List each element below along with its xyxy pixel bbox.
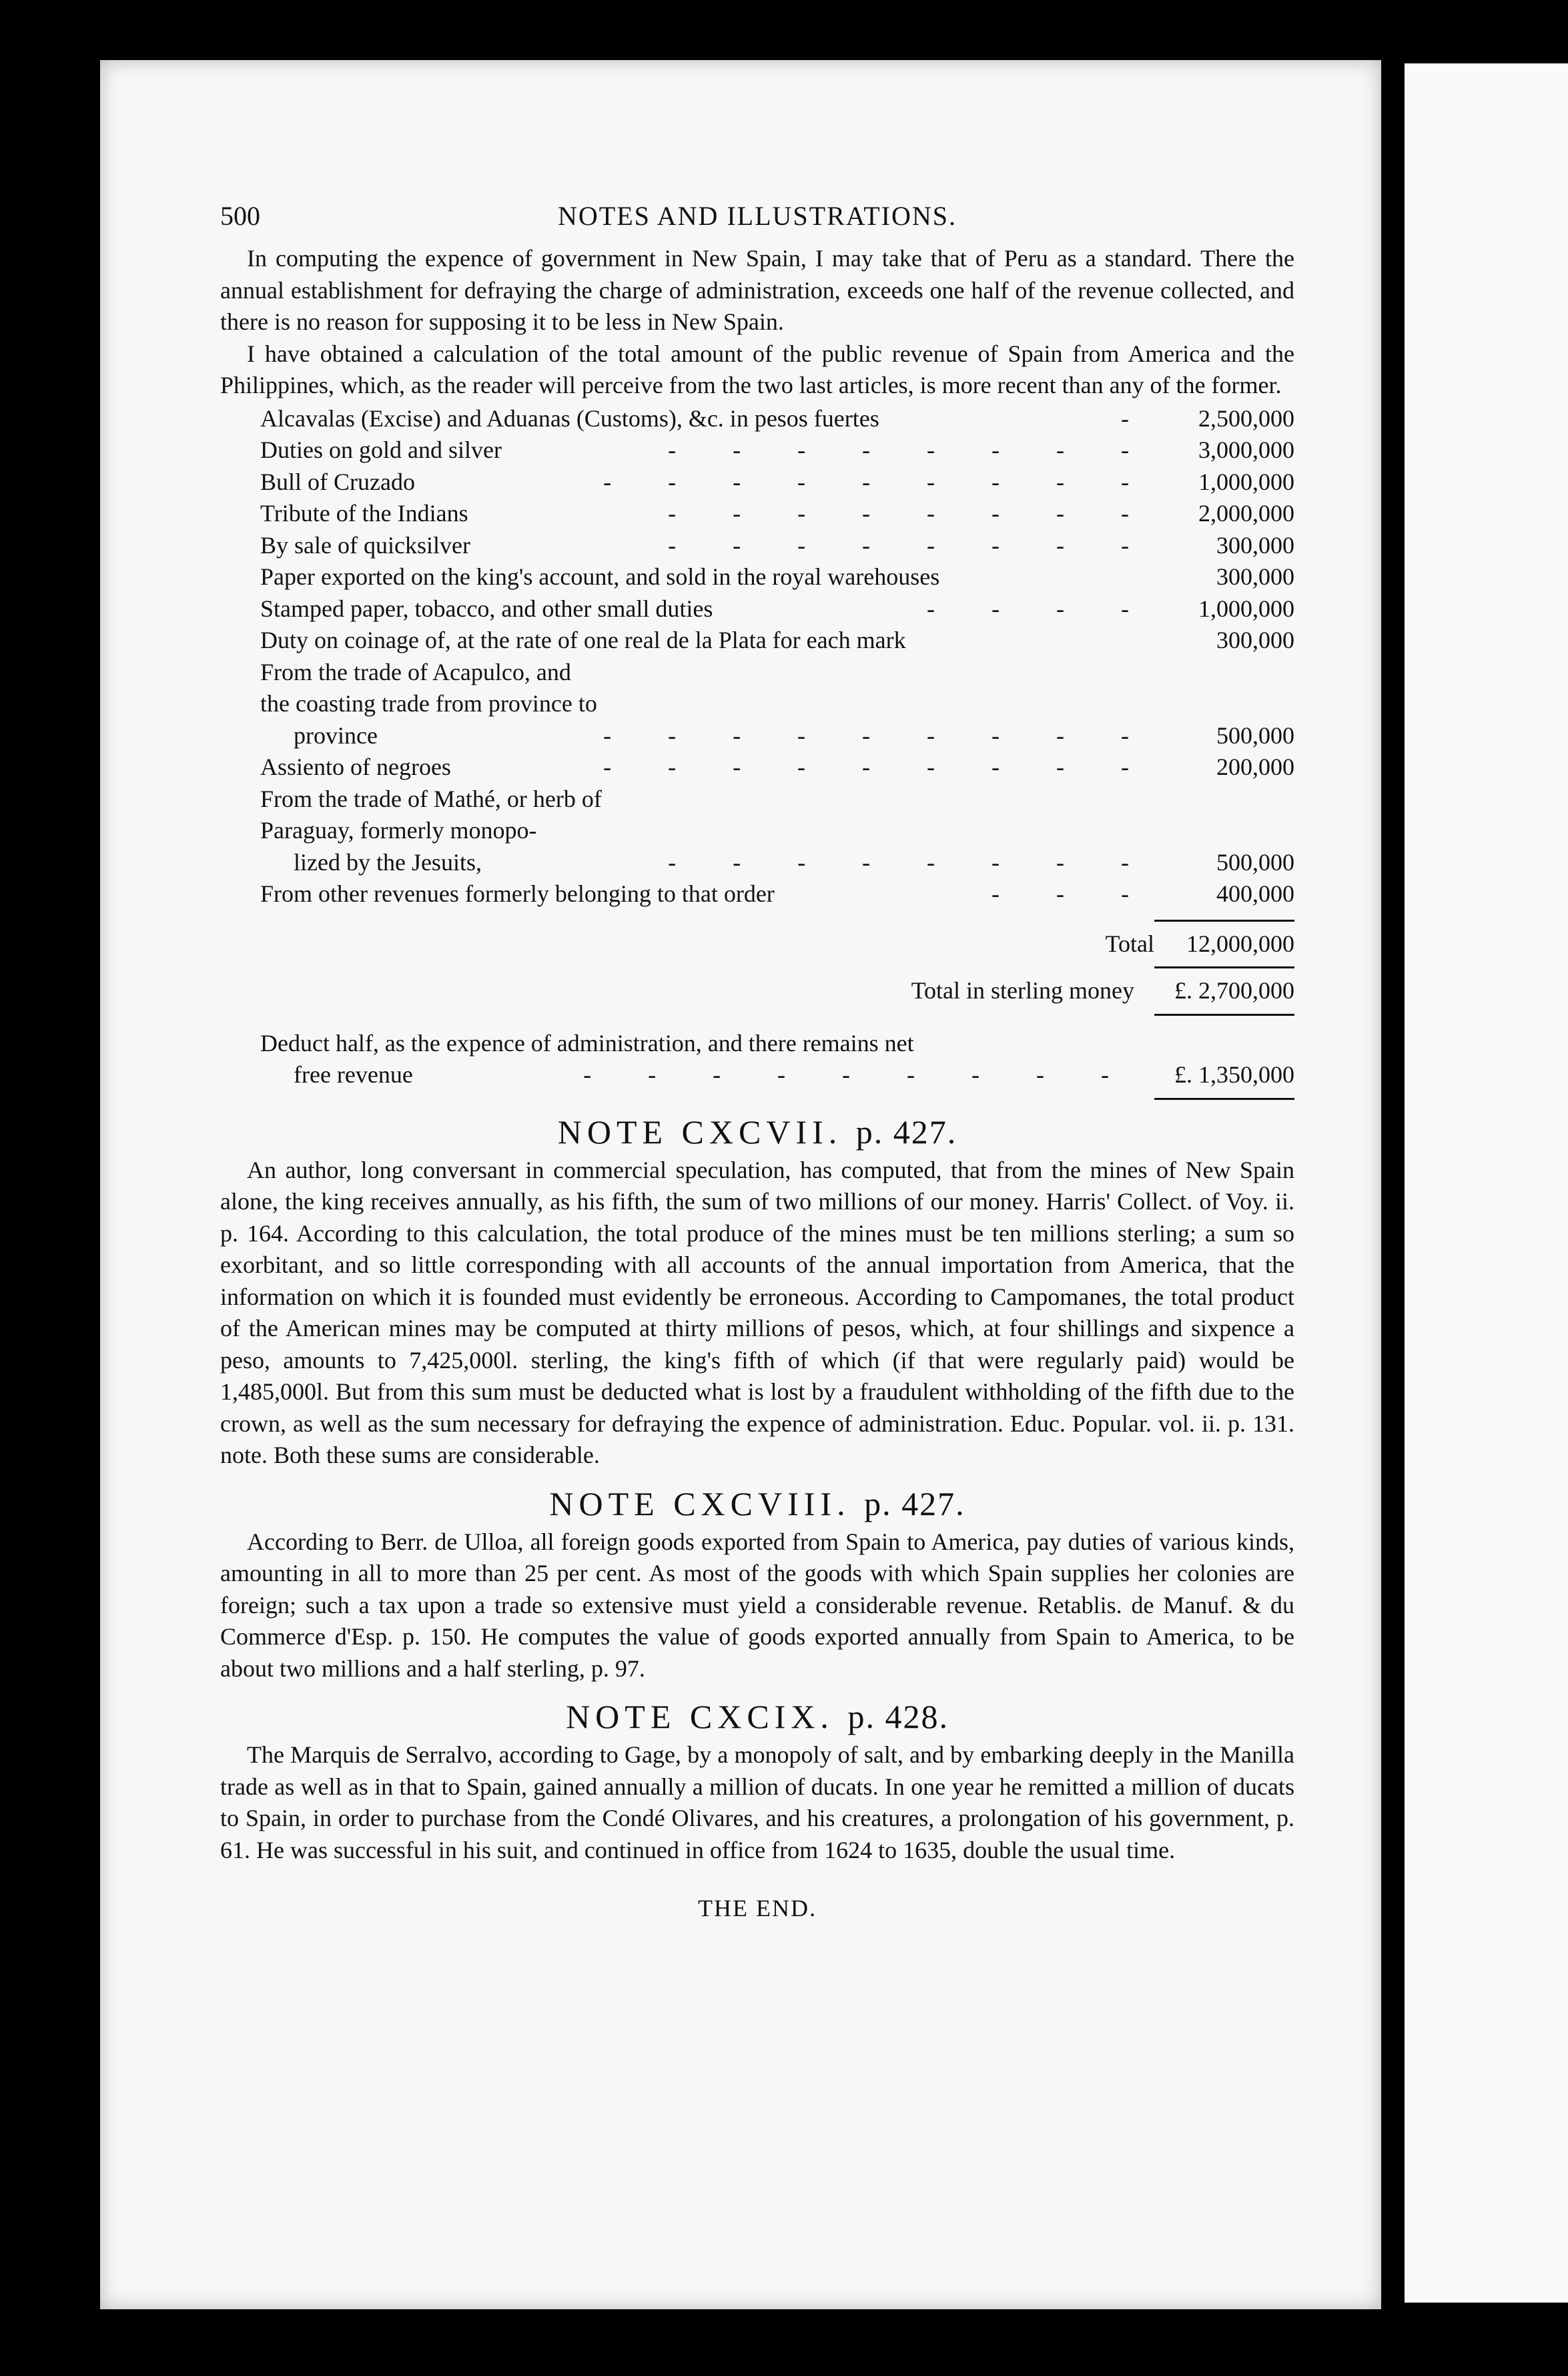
sterling-amount: £. 2,700,000 [1174, 977, 1294, 1004]
row-label: Duties on gold and silver [260, 436, 502, 463]
row-amount: 1,000,000 [1198, 468, 1294, 495]
page-content [220, 200, 1294, 1925]
row-label: Duty on coinage of, at the rate of one real de la Plata for each mark [260, 627, 906, 653]
sum-rule [1154, 966, 1294, 968]
sum-rule [1154, 1098, 1294, 1100]
note-text: According to Berr. de Ulloa, all foreign goods exported from Spain to America, pay duties of various kinds, amounting in all to more than 25 per cent. As most of the goods with which Spain supplies her colonies are foreign; such a tax upon a trade so extensive must yield a considerable revenue. Retablis. de Manuf. & du Commerce d'Esp. p. 150. He computes the value of goods exported annually from Spain to America, to be about two millions and a half sterling, p. 97. [220, 1528, 1294, 1682]
sterling-row [260, 975, 1294, 1007]
row-amount: 300,000 [1216, 627, 1294, 653]
row-leaders: - - - - - - - - [668, 848, 1154, 876]
table-row [260, 561, 1294, 593]
row-amount: 400,000 [1216, 880, 1294, 907]
note-page-ref: p. 427. [864, 1484, 965, 1522]
table-row [260, 498, 1294, 530]
deduct-row [260, 1028, 1294, 1100]
row-label: From the trade of Acapulco, and the coasting trade from province to [260, 658, 597, 717]
row-label-continuation: lized by the Jesuits, [294, 848, 482, 876]
row-label: From other revenues formerly belonging to that order [260, 880, 775, 907]
table-row [260, 434, 1294, 467]
sterling-label: Total in sterling money [911, 977, 1134, 1004]
row-leaders: - - - - - - - - - [603, 754, 1154, 780]
row-leaders: - - - - - - - - [668, 500, 1154, 527]
note-heading [220, 1697, 1294, 1737]
row-amount: 3,000,000 [1198, 436, 1294, 463]
row-amount: 1,000,000 [1198, 595, 1294, 622]
row-label: Assiento of negroes [260, 754, 451, 780]
row-label: Paper exported on the king's account, and sold in the royal warehouses [260, 563, 940, 590]
table-row [260, 593, 1294, 625]
total-label: Total [1105, 930, 1154, 957]
note-title: NOTE CXCIX. [566, 1698, 834, 1735]
table-row [260, 784, 1294, 879]
row-leaders: - - - - - - - - - [603, 468, 1154, 495]
row-amount: 300,000 [1216, 531, 1294, 559]
row-amount: 2,500,000 [1198, 404, 1294, 432]
note-text: The Marquis de Serralvo, according to Gage, by a monopoly of salt, and by embarking deeply in the Manilla trade as well as in that to Spain, gained annually a million of ducats. In one year he remitted a million of ducats to Spain, in order to purchase from the Condé Olivares, and his creatures, a prolongation of his government, p. 61. He was successful in his suit, and continued in office from 1624 to 1635, double the usual time. [220, 1741, 1294, 1863]
running-head [220, 200, 1294, 240]
page-number: 500 [220, 201, 260, 231]
note-text: An author, long conversant in commercial speculation, has computed, that from the mines of New Spain alone, the king receives annually, as his fifth, the sum of two millions of our money. Harris' Collect. of Voy. ii. p. 164. According to this calculation, the total produce of the mines must be ten millions sterling; a sum so exorbitant, and so little corresponding with all accounts of the annual importation from America, that the information on which it is founded must evidently be erroneous. According to Campomanes, the total product of the American mines may be computed at thirty millions of pesos, which, at four shillings and sixpence a peso, amounts to 7,425,000l. sterling, the king's fifth of which (if that were regularly paid) would be 1,485,000l. But from this sum must be deducted what is lost by a fraudulent withholding of the fifth due to the crown, as well as the sum necessary for defraying the expence of administration. Educ. Popular. vol. ii. p. 131. note. Both these sums are considerable. [220, 1156, 1294, 1468]
row-label: From the trade of Mathé, or herb of Paraguay, formerly monopo- [260, 785, 602, 844]
intro-paragraph: I have obtained a calculation of the total amount of the public revenue of Spain from America and the Philippines, which, as the reader will perceive from the two last articles, is more recent than any of the former. [220, 340, 1294, 398]
facing-page-edge [1405, 63, 1568, 2303]
note-page-ref: p. 428. [847, 1698, 949, 1735]
row-leaders: - - - - - - - - [668, 531, 1154, 559]
row-label: By sale of quicksilver [260, 531, 470, 559]
row-leaders: - - - - - - - - - [603, 721, 1154, 749]
row-label-continuation: province [294, 721, 378, 749]
row-leaders: - [1121, 404, 1154, 432]
row-amount: 2,000,000 [1198, 500, 1294, 527]
note-heading [220, 1112, 1294, 1152]
deduct-amount: £. 1,350,000 [1174, 1061, 1294, 1088]
deduct-continuation [260, 1059, 1294, 1091]
total-amount: 12,000,000 [1186, 930, 1294, 957]
note-title: NOTE CXCVIII. [549, 1484, 851, 1522]
row-label: Tribute of the Indians [260, 500, 468, 527]
row-label-block [260, 784, 668, 879]
row-amount: 300,000 [1216, 563, 1294, 590]
row-amount: 500,000 [1216, 848, 1294, 876]
table-row [260, 530, 1294, 562]
revenue-table [260, 403, 1294, 1016]
row-leaders: - - - [992, 880, 1154, 907]
row-label: Stamped paper, tobacco, and other small duties [260, 595, 713, 622]
total-row [260, 928, 1294, 960]
running-title: NOTES AND ILLUSTRATIONS. [558, 201, 957, 231]
note-heading [220, 1484, 1294, 1524]
table-row [260, 878, 1294, 910]
row-label-block [260, 657, 603, 752]
note-page-ref: p. 427. [855, 1113, 957, 1151]
the-end: THE END. [698, 1895, 817, 1921]
row-amount: 500,000 [1216, 721, 1294, 749]
deduct-leaders: - - - - - - - - - [583, 1061, 1134, 1088]
row-leaders: - - - - [927, 595, 1154, 622]
row-label: Alcavalas (Excise) and Aduanas (Customs), &c. in pesos fuertes [260, 404, 879, 432]
sum-rule [1154, 1014, 1294, 1016]
table-row [260, 403, 1294, 435]
table-row [260, 657, 1294, 752]
note-title: NOTE CXCVII. [557, 1113, 843, 1151]
deduct-label: Deduct half, as the expence of administration, and there remains net [260, 1029, 914, 1057]
deduct-label-continuation: free revenue [294, 1061, 413, 1088]
row-leaders: - - - - - - - - [668, 436, 1154, 463]
intro-paragraph: In computing the expence of government in New Spain, I may take that of Peru as a standard. There the annual establishment for defraying the charge of administration, exceeds one half of the revenue collected, and there is no reason for supposing it to be less in New Spain. [220, 245, 1294, 335]
row-label: Bull of Cruzado [260, 468, 415, 495]
sum-rule [1154, 920, 1294, 922]
table-row [260, 467, 1294, 499]
table-row [260, 625, 1294, 657]
table-row [260, 752, 1294, 784]
row-amount: 200,000 [1216, 754, 1294, 780]
